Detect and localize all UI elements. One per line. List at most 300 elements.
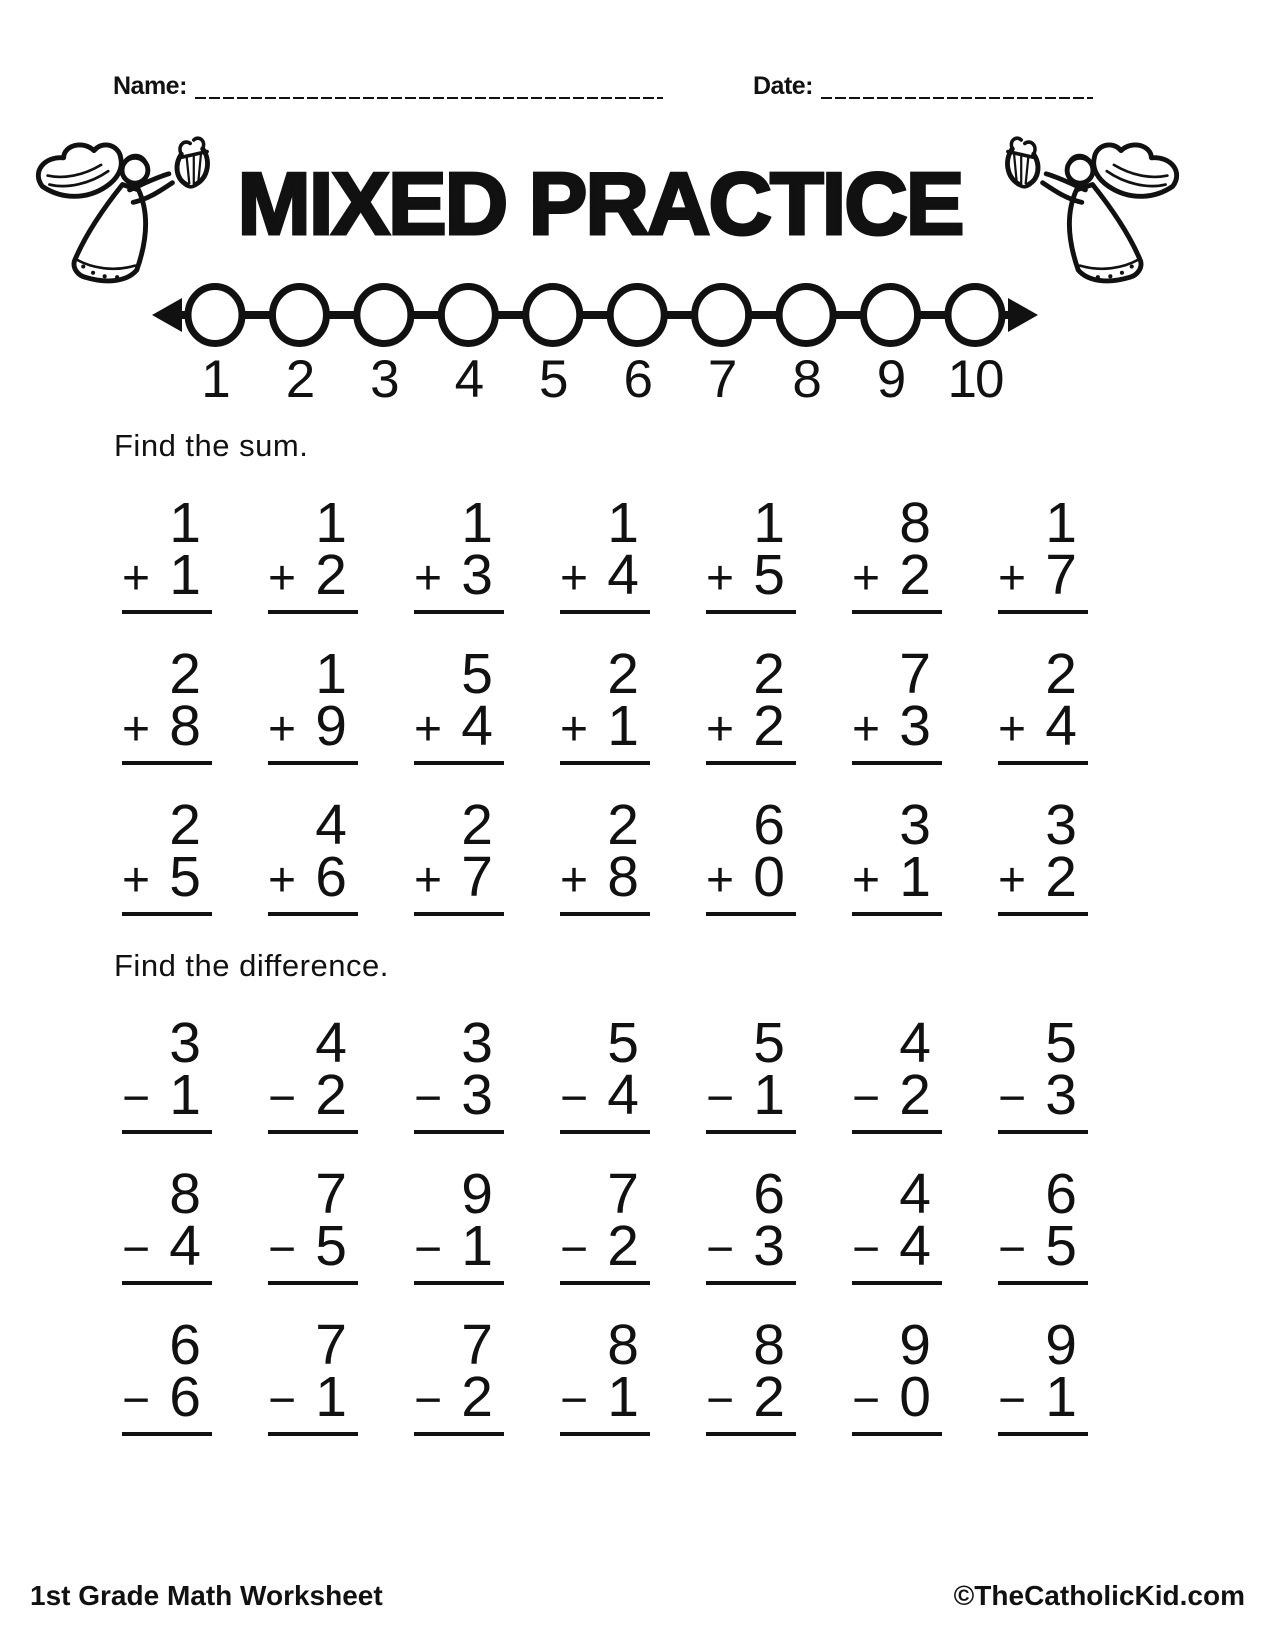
operator: − [706,1374,735,1427]
math-problem [560,1313,650,1436]
number-line-circle [526,287,580,344]
bottom-operand-row [706,543,796,607]
math-problem [414,1313,504,1436]
math-problem [268,1162,358,1285]
operator: + [122,854,151,907]
math-problem [852,793,942,916]
operator: + [852,703,881,756]
operator: + [998,854,1027,907]
math-problem [122,491,212,614]
difference-section [0,948,1275,1471]
math-problem [706,642,796,765]
answer-line[interactable] [706,912,796,916]
number-line-circle [272,287,326,344]
bottom-operand: 0 [753,845,784,909]
answer-line[interactable] [268,761,358,765]
math-problem [706,793,796,916]
operator: + [268,854,297,907]
math-problem [268,642,358,765]
bottom-operand-row [852,1365,942,1429]
operator: − [414,1072,443,1125]
top-operand: 1 [607,491,638,555]
bottom-operand-row [414,845,504,909]
math-problem [998,642,1088,765]
bottom-operand-row [122,1365,212,1429]
bottom-operand: 1 [169,543,200,607]
answer-line[interactable] [852,1432,942,1436]
bottom-operand: 4 [607,1063,638,1127]
math-problem [122,642,212,765]
operator: + [414,854,443,907]
top-operand: 9 [461,1162,492,1226]
sum-problems [122,491,1275,916]
bottom-operand: 8 [169,694,200,758]
operator: + [852,854,881,907]
bottom-operand: 2 [753,694,784,758]
sum-section [0,428,1275,951]
top-operand: 5 [1045,1011,1076,1075]
bottom-operand: 8 [607,845,638,909]
top-operand: 2 [607,793,638,857]
number-line-label: 4 [454,350,483,409]
bottom-operand: 1 [899,845,930,909]
answer-line[interactable] [560,761,650,765]
bottom-operand-row [998,1214,1088,1278]
bottom-operand-row [560,1063,650,1127]
math-problem [122,1162,212,1285]
bottom-operand-row [998,845,1088,909]
bottom-operand: 2 [315,543,346,607]
answer-line[interactable] [268,912,358,916]
math-problem [414,1011,504,1134]
bottom-operand-row [268,543,358,607]
name-label: Name: [113,72,187,100]
bottom-operand: 1 [607,694,638,758]
footer-worksheet-label: 1st Grade Math Worksheet [30,1580,383,1611]
operator: + [122,703,151,756]
footer-site-credit: ©TheCatholicKid.com [953,1580,1245,1611]
top-operand: 3 [1045,793,1076,857]
math-problem [998,1313,1088,1436]
operator: − [706,1223,735,1276]
bottom-operand: 7 [461,845,492,909]
bottom-operand-row [560,1214,650,1278]
answer-line[interactable] [852,912,942,916]
top-operand: 3 [169,1011,200,1075]
operator: + [706,854,735,907]
operator: − [122,1072,151,1125]
math-problem [268,793,358,916]
answer-line[interactable] [122,1432,212,1436]
operator: − [414,1223,443,1276]
bottom-operand: 2 [899,543,930,607]
bottom-operand: 2 [461,1365,492,1429]
problem-row [122,793,1275,916]
math-problem [852,1162,942,1285]
bottom-operand: 1 [461,1214,492,1278]
number-line-circle [948,287,1002,344]
answer-line[interactable] [852,610,942,614]
bottom-operand-row [560,1365,650,1429]
top-operand: 4 [315,793,346,857]
angel-harp-icon-right [982,130,1187,305]
answer-line[interactable] [122,761,212,765]
date-input-line[interactable] [821,75,1093,99]
problem-row [122,642,1275,765]
top-operand: 8 [169,1162,200,1226]
top-operand: 4 [899,1011,930,1075]
bottom-operand: 0 [899,1365,930,1429]
answer-line[interactable] [414,1281,504,1285]
answer-line[interactable] [122,912,212,916]
top-operand: 8 [753,1313,784,1377]
angel-harp-icon [982,130,1187,305]
number-line-circle [779,287,833,344]
bottom-operand: 1 [607,1365,638,1429]
bottom-operand-row [122,1063,212,1127]
operator: − [998,1374,1027,1427]
number-line-label: 9 [876,350,905,409]
arrow-right-icon [1008,298,1038,332]
number-line-label: 8 [792,350,820,409]
bottom-operand-row [268,845,358,909]
bottom-operand-row [268,1214,358,1278]
bottom-operand: 1 [1045,1365,1076,1429]
bottom-operand-row [998,694,1088,758]
bottom-operand: 2 [753,1365,784,1429]
answer-line[interactable] [414,1130,504,1134]
answer-line[interactable] [268,610,358,614]
operator: + [122,552,151,605]
math-problem [852,642,942,765]
math-problem [998,1011,1088,1134]
bottom-operand: 2 [315,1063,346,1127]
answer-line[interactable] [998,1432,1088,1436]
problem-row [122,1011,1275,1134]
operator: − [268,1223,297,1276]
operator: + [268,552,297,605]
answer-line[interactable] [268,1130,358,1134]
math-problem [706,1162,796,1285]
bottom-operand-row [122,1214,212,1278]
operator: + [560,552,589,605]
bottom-operand-row [414,543,504,607]
operator: − [414,1374,443,1427]
number-line [150,282,1040,410]
bottom-operand-row [560,543,650,607]
answer-line[interactable] [998,761,1088,765]
top-operand: 5 [607,1011,638,1075]
answer-line[interactable] [560,912,650,916]
top-operand: 1 [315,642,346,706]
bottom-operand-row [706,1365,796,1429]
math-problem [268,1313,358,1436]
answer-line[interactable] [998,1130,1088,1134]
answer-line[interactable] [268,1432,358,1436]
bottom-operand-row [706,694,796,758]
bottom-operand: 3 [1045,1063,1076,1127]
operator: + [998,703,1027,756]
operator: + [268,703,297,756]
top-operand: 1 [315,491,346,555]
number-line-circle [610,287,664,344]
top-operand: 5 [461,642,492,706]
top-operand: 2 [607,642,638,706]
number-line-label: 5 [539,350,567,409]
answer-line[interactable] [560,1281,650,1285]
operator: + [414,552,443,605]
math-problem [268,1011,358,1134]
bottom-operand-row [268,1365,358,1429]
math-problem [414,1162,504,1285]
answer-line[interactable] [268,1281,358,1285]
bottom-operand: 4 [169,1214,200,1278]
date-label: Date: [753,72,814,100]
math-problem [414,793,504,916]
answer-line[interactable] [998,1281,1088,1285]
operator: + [560,703,589,756]
answer-line[interactable] [706,610,796,614]
number-line-circle [695,287,749,344]
bottom-operand: 2 [899,1063,930,1127]
number-line-circle [188,287,242,344]
top-operand: 2 [1045,642,1076,706]
operator: + [560,854,589,907]
math-problem [852,491,942,614]
math-problem [560,491,650,614]
top-operand: 2 [753,642,784,706]
answer-line[interactable] [852,1281,942,1285]
top-operand: 1 [169,491,200,555]
math-problem [268,491,358,614]
top-operand: 5 [753,1011,784,1075]
bottom-operand-row [122,543,212,607]
bottom-operand: 5 [315,1214,346,1278]
top-operand: 7 [899,642,930,706]
top-operand: 6 [753,1162,784,1226]
operator: + [414,703,443,756]
math-problem [122,1313,212,1436]
operator: − [706,1072,735,1125]
name-input-line[interactable] [195,75,663,99]
math-problem [852,1011,942,1134]
top-operand: 2 [169,642,200,706]
answer-line[interactable] [998,610,1088,614]
top-operand: 2 [461,793,492,857]
answer-line[interactable] [560,610,650,614]
top-operand: 8 [607,1313,638,1377]
bottom-operand-row [268,1063,358,1127]
bottom-operand: 4 [461,694,492,758]
bottom-operand-row [706,1214,796,1278]
top-operand: 6 [753,793,784,857]
bottom-operand-row [122,694,212,758]
operator: − [560,1374,589,1427]
bottom-operand-row [852,694,942,758]
number-line-label: 1 [201,350,229,409]
problem-row [122,1313,1275,1436]
bottom-operand-row [998,1365,1088,1429]
angel-harp-icon [28,130,233,305]
math-problem [560,642,650,765]
math-problem [122,1011,212,1134]
number-line-label: 2 [285,350,314,409]
bottom-operand: 2 [1045,845,1076,909]
top-operand: 9 [1045,1313,1076,1377]
number-line-label: 7 [707,350,736,409]
bottom-operand: 3 [461,1063,492,1127]
top-operand: 1 [1045,491,1076,555]
operator: − [122,1223,151,1276]
bottom-operand: 4 [607,543,638,607]
bottom-operand: 7 [1045,543,1076,607]
operator: − [998,1072,1027,1125]
operator: − [852,1072,881,1125]
math-problem [852,1313,942,1436]
operator: − [998,1223,1027,1276]
operator: − [852,1223,881,1276]
answer-line[interactable] [852,761,942,765]
answer-line[interactable] [414,912,504,916]
bottom-operand-row [414,1365,504,1429]
answer-line[interactable] [414,1432,504,1436]
worksheet-title: MIXED PRACTICE [237,154,963,253]
bottom-operand: 9 [315,694,346,758]
operator: − [560,1223,589,1276]
top-operand: 6 [169,1313,200,1377]
top-operand: 7 [461,1313,492,1377]
math-problem [560,793,650,916]
bottom-operand: 1 [753,1063,784,1127]
math-problem [414,491,504,614]
answer-line[interactable] [706,761,796,765]
bottom-operand-row [414,694,504,758]
bottom-operand: 4 [899,1214,930,1278]
top-operand: 3 [461,1011,492,1075]
bottom-operand: 3 [461,543,492,607]
top-operand: 7 [315,1162,346,1226]
bottom-operand-row [560,694,650,758]
operator: + [706,552,735,605]
math-problem [706,1313,796,1436]
bottom-operand: 1 [315,1365,346,1429]
operator: + [706,703,735,756]
bottom-operand-row [852,1214,942,1278]
number-line-label: 10 [947,350,1003,409]
answer-line[interactable] [706,1130,796,1134]
number-line-label: 6 [623,350,651,409]
number-line-circle [864,287,918,344]
math-problem [560,1162,650,1285]
answer-line[interactable] [414,610,504,614]
bottom-operand: 5 [753,543,784,607]
math-problem [998,491,1088,614]
name-field [113,74,663,99]
bottom-operand: 5 [169,845,200,909]
bottom-operand-row [998,1063,1088,1127]
math-problem [706,491,796,614]
bottom-operand-row [998,543,1088,607]
sum-heading: Find the sum. [114,428,309,463]
difference-problems [122,1011,1275,1436]
answer-line[interactable] [706,1281,796,1285]
math-problem [414,642,504,765]
top-operand: 7 [315,1313,346,1377]
bottom-operand-row [852,1063,942,1127]
answer-line[interactable] [998,912,1088,916]
number-line-circle [441,287,495,344]
math-problem [998,1162,1088,1285]
operator: + [998,552,1027,605]
top-operand: 1 [753,491,784,555]
bottom-operand-row [268,694,358,758]
bottom-operand: 2 [607,1214,638,1278]
answer-line[interactable] [852,1130,942,1134]
bottom-operand-row [414,1214,504,1278]
answer-line[interactable] [122,1130,212,1134]
top-operand: 8 [899,491,930,555]
bottom-operand: 3 [899,694,930,758]
bottom-operand-row [852,845,942,909]
answer-line[interactable] [122,1281,212,1285]
date-field [753,74,1093,99]
bottom-operand-row [560,845,650,909]
bottom-operand-row [706,1063,796,1127]
operator: + [852,552,881,605]
operator: − [852,1374,881,1427]
bottom-operand-row [852,543,942,607]
math-problem [998,793,1088,916]
top-operand: 2 [169,793,200,857]
number-line-circle [357,287,411,344]
difference-heading: Find the difference. [114,948,389,983]
math-problem [560,1011,650,1134]
bottom-operand: 4 [1045,694,1076,758]
bottom-operand: 6 [315,845,346,909]
operator: − [268,1072,297,1125]
operator: − [560,1072,589,1125]
operator: − [122,1374,151,1427]
number-line-graphic [150,282,1040,348]
top-operand: 4 [899,1162,930,1226]
top-operand: 6 [1045,1162,1076,1226]
operator: − [268,1374,297,1427]
top-operand: 3 [899,793,930,857]
answer-line[interactable] [122,610,212,614]
bottom-operand: 5 [1045,1214,1076,1278]
answer-line[interactable] [706,1432,796,1436]
math-problem [122,793,212,916]
answer-line[interactable] [560,1130,650,1134]
answer-line[interactable] [560,1432,650,1436]
bottom-operand: 1 [169,1063,200,1127]
problem-row [122,1162,1275,1285]
answer-line[interactable] [414,761,504,765]
math-problem [706,1011,796,1134]
bottom-operand: 6 [169,1365,200,1429]
number-line-labels [150,352,1040,410]
angel-harp-icon-left [28,130,233,305]
top-operand: 9 [899,1313,930,1377]
bottom-operand-row [414,1063,504,1127]
bottom-operand-row [122,845,212,909]
number-line-label: 3 [370,350,398,409]
top-operand: 1 [461,491,492,555]
problem-row [122,491,1275,614]
top-operand: 7 [607,1162,638,1226]
top-operand: 4 [315,1011,346,1075]
bottom-operand: 3 [753,1214,784,1278]
